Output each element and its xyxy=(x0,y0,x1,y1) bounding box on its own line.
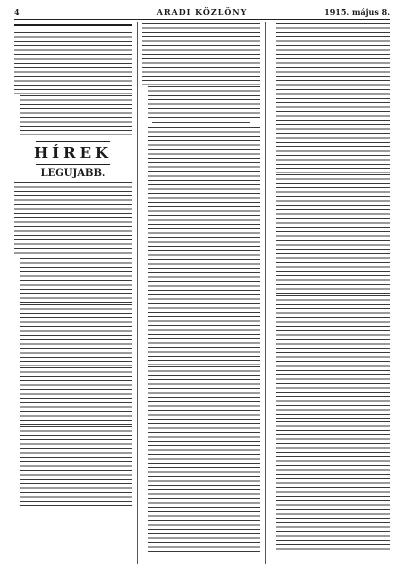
issue-date: 1915. május 8. xyxy=(324,7,390,17)
column-rule xyxy=(265,22,266,564)
page-header xyxy=(14,7,390,20)
article-paragraph xyxy=(20,367,132,425)
article-paragraph xyxy=(148,366,260,554)
article-paragraph xyxy=(276,23,390,173)
section-title: HÍREK xyxy=(33,144,113,162)
article-paragraph xyxy=(148,86,260,118)
divider xyxy=(152,122,250,123)
column-3 xyxy=(270,22,390,564)
column-2 xyxy=(142,22,260,564)
article-paragraph xyxy=(20,304,132,366)
newspaper-title: ARADI KÖZLÖNY xyxy=(156,7,248,17)
news-section-header xyxy=(14,141,132,180)
article-paragraph xyxy=(20,258,132,303)
article-headline xyxy=(14,24,132,30)
column-rule xyxy=(137,22,138,564)
column-1 xyxy=(14,22,132,564)
article-paragraph xyxy=(20,426,132,506)
article-paragraph xyxy=(14,32,132,94)
article-paragraph xyxy=(276,174,390,294)
section-subhead: LEGUJABB. xyxy=(40,168,106,179)
page-number: 4 xyxy=(14,7,20,17)
article-paragraph xyxy=(20,95,132,135)
article-paragraph xyxy=(148,127,260,365)
article-paragraph xyxy=(276,421,390,551)
article-paragraph xyxy=(14,182,132,257)
columns xyxy=(14,22,390,564)
article-paragraph xyxy=(142,23,260,85)
article-paragraph xyxy=(276,295,390,420)
